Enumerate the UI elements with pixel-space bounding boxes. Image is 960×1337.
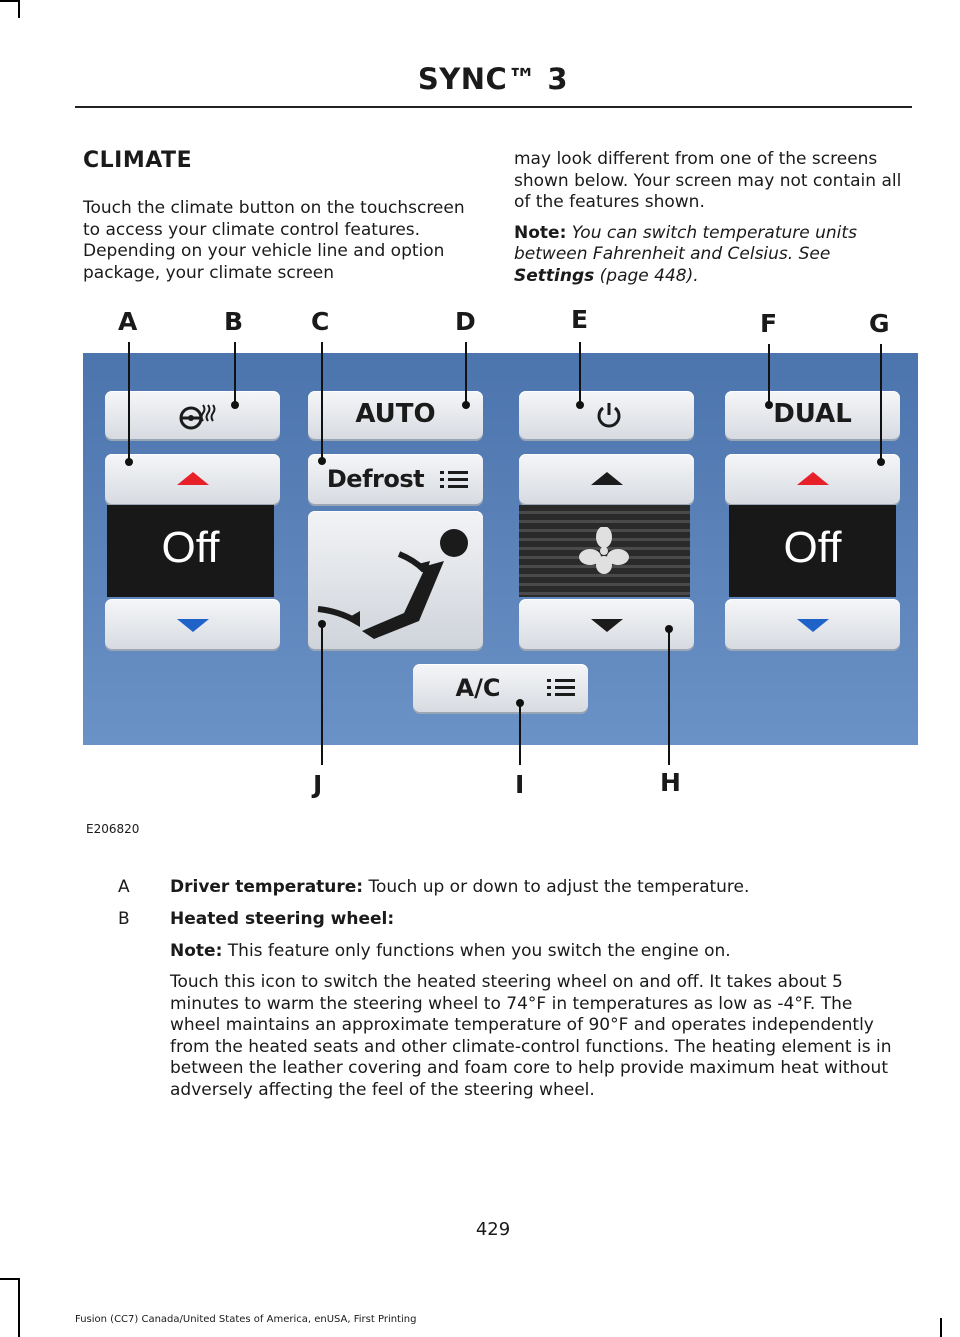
callout-c-dot <box>318 457 326 465</box>
intro-paragraph-1: Touch the climate button on the touchscreen to access your climate control features. Depending on your vehicle line and option package, your climate screen <box>83 198 465 283</box>
callout-e-line <box>579 342 581 404</box>
intro-column-1 <box>83 198 478 284</box>
callout-b-dot <box>231 401 239 409</box>
callout-h-line <box>668 629 670 765</box>
callout-g-line <box>880 344 882 462</box>
intro-paragraph-2: may look different from one of the screens shown below. Your screen may not contain all of the features shown. <box>514 149 902 212</box>
arrow-up-icon <box>797 472 829 485</box>
callout-j: J <box>313 770 323 799</box>
fan-up-button[interactable] <box>519 454 694 504</box>
callout-c-line <box>321 342 323 460</box>
crop-mark <box>18 1278 20 1337</box>
auto-label: AUTO <box>355 399 436 429</box>
callout-e: E <box>571 305 589 334</box>
dual-button[interactable] <box>725 391 900 439</box>
intro-column-2 <box>514 149 914 287</box>
engine-note-body <box>170 941 910 963</box>
power-icon <box>595 401 623 434</box>
settings-link[interactable]: Settings <box>514 265 595 286</box>
auto-button[interactable] <box>308 391 483 439</box>
defrost-label: Defrost <box>326 465 425 493</box>
callout-e-dot <box>576 401 584 409</box>
callout-j-line <box>321 624 323 765</box>
arrow-down-icon <box>797 619 829 632</box>
callout-g-dot <box>877 458 885 466</box>
dual-label: DUAL <box>773 399 852 429</box>
menu-list-icon <box>440 470 470 495</box>
ac-button[interactable] <box>413 664 588 712</box>
paragraph-text: Touch this icon to switch the heated steering wheel on and off. It takes about 5 minutes to warm the steering wheel to 74°F in temperatures as low as -4°F. The wheel maintains an approximate temperature of 90°F and operates independently from the heated seats and other climate-control functions. The heating element is in between the leather covering and foam core to help provide maximum heat without adversely affecting the feel of the steering wheel. <box>170 972 892 1100</box>
fan-speed-display <box>519 505 690 597</box>
driver-temp-display <box>107 505 274 597</box>
note-text: This feature only functions when you switch the engine on. <box>227 941 731 961</box>
page-number: 429 <box>475 1219 511 1240</box>
driver-temp-value: Off <box>161 523 220 572</box>
arrow-up-icon <box>591 472 623 485</box>
callout-d-dot <box>462 401 470 409</box>
heated-steering-wheel-icon <box>177 401 217 436</box>
arrow-down-icon <box>591 619 623 632</box>
callout-f-line <box>768 344 770 404</box>
menu-list-icon <box>547 678 577 703</box>
callout-g: G <box>869 309 890 338</box>
callout-d: D <box>455 307 476 336</box>
section-title: CLIMATE <box>83 148 193 173</box>
passenger-temp-value: Off <box>783 523 842 572</box>
power-button[interactable] <box>519 391 694 439</box>
note-page-ref: (page 448). <box>599 265 699 286</box>
callout-b: B <box>224 307 244 336</box>
callout-a: A <box>118 307 138 336</box>
footer: Fusion (CC7) Canada/United States of America, enUSA, First Printing <box>75 1314 417 1325</box>
callout-i: I <box>515 770 525 799</box>
running-header: SYNC™ 3 <box>417 62 569 96</box>
heated-steering-wheel-button[interactable] <box>105 391 280 439</box>
note-text: You can switch temperature units between Fahrenheit and Celsius. See <box>514 222 857 264</box>
callout-c: C <box>311 307 330 336</box>
fan-icon <box>579 527 629 580</box>
callout-a-dot <box>125 458 133 466</box>
callout-f-dot <box>765 401 773 409</box>
arrow-up-icon <box>177 472 209 485</box>
crop-mark <box>0 1278 18 1280</box>
passenger-temp-display <box>729 505 896 597</box>
callout-h: H <box>660 768 681 797</box>
driver-temp-down-button[interactable] <box>105 599 280 649</box>
callout-f: F <box>760 309 778 338</box>
arrow-down-icon <box>177 619 209 632</box>
header-rule <box>75 106 912 108</box>
airflow-seat-icon <box>314 521 479 646</box>
definition-body <box>170 909 910 931</box>
defrost-button[interactable] <box>308 454 483 504</box>
note-label: Note: <box>170 941 223 961</box>
definition-key: A <box>118 877 130 897</box>
climate-screen-figure <box>83 353 918 745</box>
crop-mark <box>940 1318 942 1337</box>
callout-a-line <box>128 342 130 462</box>
definition-term: Heated steering wheel: <box>170 909 395 929</box>
definition-term: Driver temperature: <box>170 877 364 897</box>
definition-key: B <box>118 909 130 929</box>
airflow-button[interactable] <box>308 511 483 649</box>
definition-body <box>170 877 910 899</box>
passenger-temp-down-button[interactable] <box>725 599 900 649</box>
definition-text: Touch up or down to adjust the temperature. <box>368 877 750 897</box>
note-label: Note: <box>514 222 567 243</box>
callout-d-line <box>465 342 467 404</box>
passenger-temp-up-button[interactable] <box>725 454 900 504</box>
ac-label: A/C <box>455 674 501 702</box>
callout-i-line <box>519 703 521 765</box>
units-note <box>514 223 914 288</box>
figure-id: E206820 <box>86 822 140 836</box>
crop-mark <box>0 0 18 2</box>
callout-b-line <box>234 342 236 404</box>
crop-mark <box>18 0 20 18</box>
